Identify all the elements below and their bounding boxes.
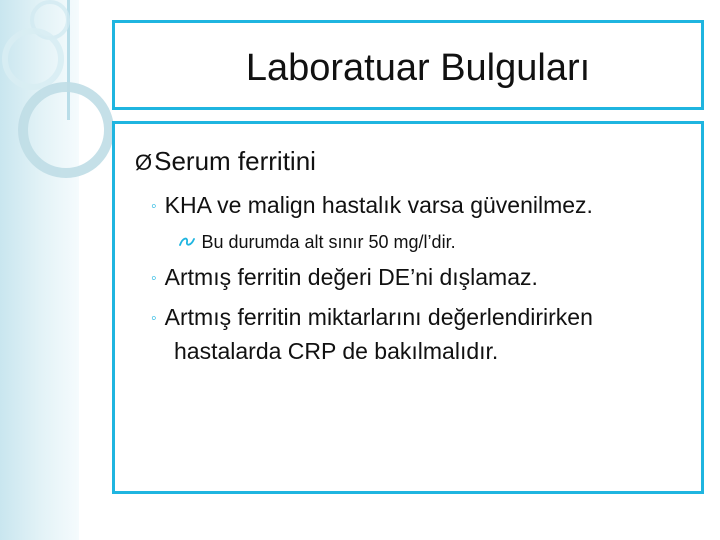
circle-bullet-icon: ◦ xyxy=(151,270,157,287)
bullet-text: Bu durumda alt sınır 50 mg/l’dir. xyxy=(201,232,456,252)
bullet-level2-item xyxy=(151,264,538,291)
bullet-text: Artmış ferritin değeri DE’ni dışlamaz. xyxy=(164,264,538,290)
bullet-level2-item xyxy=(151,304,593,331)
slide-title: Laboratuar Bulguları xyxy=(245,46,591,89)
decorative-ring-icon xyxy=(2,28,64,90)
decorative-ring-icon xyxy=(18,82,114,178)
bullet-text: Serum ferritini xyxy=(154,146,316,176)
swirl-bullet-icon xyxy=(179,235,199,252)
arrow-bullet-icon: Ø xyxy=(135,150,153,175)
bullet-level2-item xyxy=(151,192,593,219)
slide-title-box xyxy=(112,20,704,110)
circle-bullet-icon: ◦ xyxy=(151,198,157,215)
bullet-text: KHA ve malign hastalık varsa güvenilmez. xyxy=(164,192,593,218)
bullet-continuation-text: hastalarda CRP de bakılmalıdır. xyxy=(174,338,499,364)
bullet-level1 xyxy=(135,146,316,177)
bullet-level3-item xyxy=(179,232,456,253)
slide-content-box xyxy=(112,121,704,494)
bullet-text: Artmış ferritin miktarlarını değerlendirirken xyxy=(164,304,593,330)
circle-bullet-icon: ◦ xyxy=(151,310,157,327)
